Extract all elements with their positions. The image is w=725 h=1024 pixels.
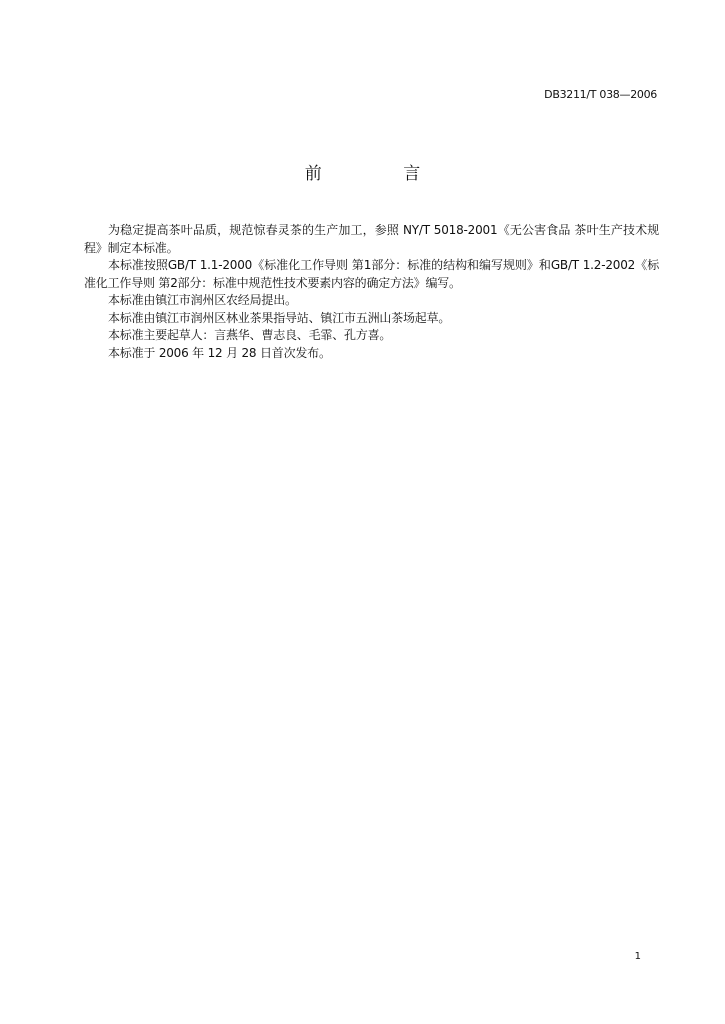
paragraph-drafting-rules: 本标准按照GB/T 1.1-2000《标准化工作导则 第1部分：标准的结构和编写规则》和GB/T 1.2-2002《标准化工作导则 第2部分：标准中规范性技术要素内容的确定方法》编写。 [84, 258, 659, 290]
paragraph-proposer: 本标准由镇江市润州区农经局提出。 [108, 293, 297, 307]
foreword-body [84, 222, 659, 362]
page-title: 前 言 [304, 164, 459, 184]
paragraph-drafters: 本标准主要起草人：言燕华、曹志良、毛霏、孔方喜。 [108, 328, 392, 342]
paragraph-drafting-units: 本标准由镇江市润州区林业茶果指导站、镇江市五洲山茶场起草。 [108, 310, 451, 325]
paragraph-release-date: 本标准于 2006 年 12 月 28 日首次发布。 [108, 345, 331, 360]
page-number: 1 [634, 951, 641, 962]
document-code: DB3211/T 038—2006 [544, 88, 657, 101]
paragraph-purpose: 为稳定提高茶叶品质，规范惊春灵茶的生产加工，参照 NY/T 5018-2001《无公害食品 茶叶生产技术规程》制定本标准。 [84, 223, 659, 255]
